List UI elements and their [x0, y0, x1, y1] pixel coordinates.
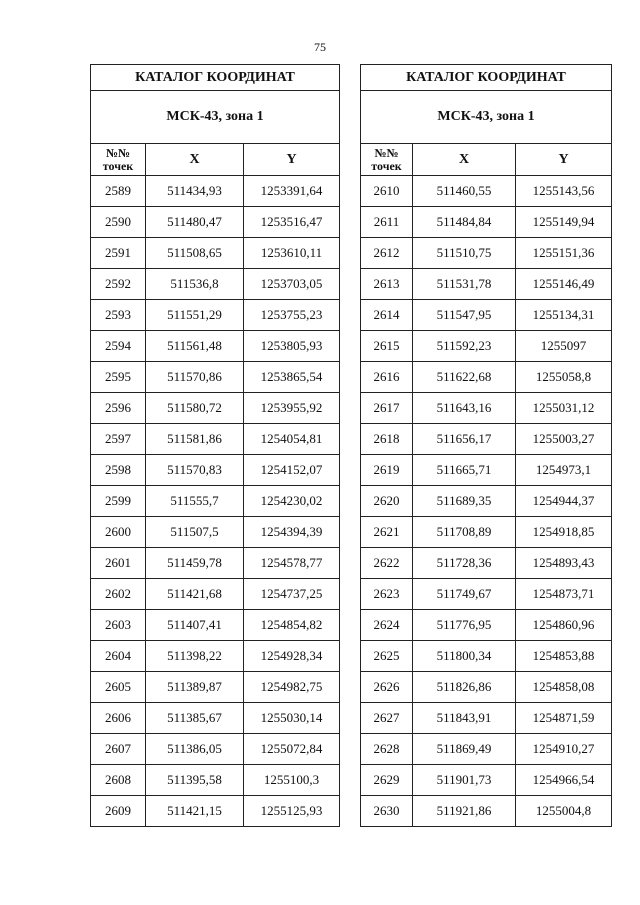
- point-number-cell: 2604: [91, 641, 146, 672]
- point-number-cell: 2589: [91, 176, 146, 207]
- y-coordinate-cell: 1254944,37: [516, 486, 612, 517]
- point-number-cell: 2624: [361, 610, 413, 641]
- x-coordinate-cell: 511389,87: [146, 672, 244, 703]
- x-coordinate-cell: 511398,22: [146, 641, 244, 672]
- catalog-subtitle: МСК-43, зона 1: [361, 91, 612, 144]
- table-row: [361, 734, 612, 765]
- y-coordinate-cell: 1253391,64: [244, 176, 340, 207]
- x-coordinate-cell: 511407,41: [146, 610, 244, 641]
- table-row: [361, 548, 612, 579]
- y-coordinate-cell: 1254854,82: [244, 610, 340, 641]
- table-row: [91, 765, 340, 796]
- table-row: [91, 207, 340, 238]
- x-coordinate-cell: 511580,72: [146, 393, 244, 424]
- point-number-cell: 2601: [91, 548, 146, 579]
- x-coordinate-cell: 511459,78: [146, 548, 244, 579]
- x-coordinate-cell: 511570,83: [146, 455, 244, 486]
- point-number-cell: 2597: [91, 424, 146, 455]
- x-coordinate-cell: 511508,65: [146, 238, 244, 269]
- y-coordinate-cell: 1254966,54: [516, 765, 612, 796]
- point-number-cell: 2629: [361, 765, 413, 796]
- point-number-cell: 2606: [91, 703, 146, 734]
- table-row: [91, 610, 340, 641]
- y-coordinate-cell: 1254918,85: [516, 517, 612, 548]
- x-coordinate-cell: 511708,89: [413, 517, 516, 548]
- point-number-cell: 2603: [91, 610, 146, 641]
- point-number-cell: 2617: [361, 393, 413, 424]
- x-coordinate-cell: 511510,75: [413, 238, 516, 269]
- table-row: [91, 424, 340, 455]
- point-number-cell: 2610: [361, 176, 413, 207]
- x-coordinate-cell: 511843,91: [413, 703, 516, 734]
- table-row: [361, 610, 612, 641]
- catalog-subtitle: МСК-43, зона 1: [91, 91, 340, 144]
- point-number-cell: 2607: [91, 734, 146, 765]
- table-row: [361, 796, 612, 827]
- point-number-cell: 2615: [361, 331, 413, 362]
- point-number-cell: 2618: [361, 424, 413, 455]
- table-row: [361, 579, 612, 610]
- x-coordinate-cell: 511689,35: [413, 486, 516, 517]
- table-row: [91, 641, 340, 672]
- x-coordinate-cell: 511386,05: [146, 734, 244, 765]
- table-row: [361, 393, 612, 424]
- point-number-cell: 2621: [361, 517, 413, 548]
- column-header-point-number: №№ точек: [361, 144, 413, 176]
- x-coordinate-cell: 511536,8: [146, 269, 244, 300]
- x-coordinate-cell: 511749,67: [413, 579, 516, 610]
- catalog-rows: [91, 176, 340, 827]
- point-number-cell: 2620: [361, 486, 413, 517]
- y-coordinate-cell: 1254054,81: [244, 424, 340, 455]
- column-header-y: Y: [244, 144, 340, 176]
- table-row: [91, 300, 340, 331]
- point-number-cell: 2608: [91, 765, 146, 796]
- table-row: [91, 362, 340, 393]
- x-coordinate-cell: 511728,36: [413, 548, 516, 579]
- y-coordinate-cell: 1254871,59: [516, 703, 612, 734]
- point-number-cell: 2626: [361, 672, 413, 703]
- y-coordinate-cell: 1254973,1: [516, 455, 612, 486]
- point-number-cell: 2598: [91, 455, 146, 486]
- table-row: [361, 300, 612, 331]
- table-row: [361, 238, 612, 269]
- point-number-cell: 2622: [361, 548, 413, 579]
- x-coordinate-cell: 511776,95: [413, 610, 516, 641]
- y-coordinate-cell: 1254152,07: [244, 455, 340, 486]
- y-coordinate-cell: 1254910,27: [516, 734, 612, 765]
- x-coordinate-cell: 511921,86: [413, 796, 516, 827]
- table-row: [361, 703, 612, 734]
- y-coordinate-cell: 1254928,34: [244, 641, 340, 672]
- point-number-cell: 2605: [91, 672, 146, 703]
- point-number-cell: 2619: [361, 455, 413, 486]
- y-coordinate-cell: 1254982,75: [244, 672, 340, 703]
- point-number-cell: 2630: [361, 796, 413, 827]
- point-number-cell: 2590: [91, 207, 146, 238]
- table-row: [361, 424, 612, 455]
- table-row: [91, 393, 340, 424]
- column-header-x: X: [413, 144, 516, 176]
- table-row: [91, 734, 340, 765]
- y-coordinate-cell: 1253610,11: [244, 238, 340, 269]
- x-coordinate-cell: 511800,34: [413, 641, 516, 672]
- y-coordinate-cell: 1255125,93: [244, 796, 340, 827]
- point-number-cell: 2594: [91, 331, 146, 362]
- point-number-cell: 2592: [91, 269, 146, 300]
- y-coordinate-cell: 1255031,12: [516, 393, 612, 424]
- x-coordinate-cell: 511395,58: [146, 765, 244, 796]
- point-number-cell: 2600: [91, 517, 146, 548]
- x-coordinate-cell: 511570,86: [146, 362, 244, 393]
- table-row: [91, 796, 340, 827]
- table-row: [91, 238, 340, 269]
- y-coordinate-cell: 1253955,92: [244, 393, 340, 424]
- x-coordinate-cell: 511555,7: [146, 486, 244, 517]
- table-row: [361, 362, 612, 393]
- y-coordinate-cell: 1254860,96: [516, 610, 612, 641]
- x-coordinate-cell: 511460,55: [413, 176, 516, 207]
- table-row: [91, 517, 340, 548]
- table-row: [91, 548, 340, 579]
- x-coordinate-cell: 511592,23: [413, 331, 516, 362]
- point-number-cell: 2614: [361, 300, 413, 331]
- y-coordinate-cell: 1253516,47: [244, 207, 340, 238]
- table-row: [361, 176, 612, 207]
- y-coordinate-cell: 1254853,88: [516, 641, 612, 672]
- y-coordinate-cell: 1254737,25: [244, 579, 340, 610]
- catalog-title: КАТАЛОГ КООРДИНАТ: [91, 65, 340, 91]
- x-coordinate-cell: 511421,68: [146, 579, 244, 610]
- table-row: [361, 517, 612, 548]
- coordinate-catalog-left: [90, 64, 340, 827]
- x-coordinate-cell: 511656,17: [413, 424, 516, 455]
- x-coordinate-cell: 511480,47: [146, 207, 244, 238]
- table-row: [91, 672, 340, 703]
- y-coordinate-cell: 1255143,56: [516, 176, 612, 207]
- table-row: [91, 269, 340, 300]
- x-coordinate-cell: 511643,16: [413, 393, 516, 424]
- point-number-cell: 2593: [91, 300, 146, 331]
- point-number-cell: 2599: [91, 486, 146, 517]
- x-coordinate-cell: 511622,68: [413, 362, 516, 393]
- point-number-cell: 2613: [361, 269, 413, 300]
- y-coordinate-cell: 1254873,71: [516, 579, 612, 610]
- y-coordinate-cell: 1255151,36: [516, 238, 612, 269]
- y-coordinate-cell: 1255030,14: [244, 703, 340, 734]
- coordinate-catalog-right: [360, 64, 612, 827]
- y-coordinate-cell: 1254858,08: [516, 672, 612, 703]
- point-number-cell: 2612: [361, 238, 413, 269]
- x-coordinate-cell: 511665,71: [413, 455, 516, 486]
- x-coordinate-cell: 511484,84: [413, 207, 516, 238]
- x-coordinate-cell: 511901,73: [413, 765, 516, 796]
- y-coordinate-cell: 1255058,8: [516, 362, 612, 393]
- x-coordinate-cell: 511869,49: [413, 734, 516, 765]
- table-row: [91, 579, 340, 610]
- table-row: [91, 176, 340, 207]
- y-coordinate-cell: 1254394,39: [244, 517, 340, 548]
- table-row: [361, 207, 612, 238]
- table-row: [361, 455, 612, 486]
- y-coordinate-cell: 1255100,3: [244, 765, 340, 796]
- y-coordinate-cell: 1255072,84: [244, 734, 340, 765]
- y-coordinate-cell: 1254578,77: [244, 548, 340, 579]
- y-coordinate-cell: 1255134,31: [516, 300, 612, 331]
- table-row: [91, 703, 340, 734]
- y-coordinate-cell: 1255003,27: [516, 424, 612, 455]
- point-number-cell: 2616: [361, 362, 413, 393]
- table-row: [361, 765, 612, 796]
- y-coordinate-cell: 1254893,43: [516, 548, 612, 579]
- column-header-x: X: [146, 144, 244, 176]
- x-coordinate-cell: 511385,67: [146, 703, 244, 734]
- table-row: [91, 455, 340, 486]
- x-coordinate-cell: 511434,93: [146, 176, 244, 207]
- y-coordinate-cell: 1253805,93: [244, 331, 340, 362]
- column-header-y: Y: [516, 144, 612, 176]
- point-number-cell: 2623: [361, 579, 413, 610]
- column-header-point-number: №№ точек: [91, 144, 146, 176]
- point-number-cell: 2628: [361, 734, 413, 765]
- point-number-cell: 2611: [361, 207, 413, 238]
- x-coordinate-cell: 511531,78: [413, 269, 516, 300]
- table-row: [361, 486, 612, 517]
- point-number-cell: 2595: [91, 362, 146, 393]
- table-row: [361, 641, 612, 672]
- point-number-cell: 2609: [91, 796, 146, 827]
- y-coordinate-cell: 1253755,23: [244, 300, 340, 331]
- y-coordinate-cell: 1255149,94: [516, 207, 612, 238]
- table-row: [361, 269, 612, 300]
- table-row: [91, 486, 340, 517]
- y-coordinate-cell: 1253865,54: [244, 362, 340, 393]
- point-number-cell: 2596: [91, 393, 146, 424]
- page-number: 75: [314, 40, 326, 54]
- y-coordinate-cell: 1253703,05: [244, 269, 340, 300]
- table-row: [361, 672, 612, 703]
- catalog-title: КАТАЛОГ КООРДИНАТ: [361, 65, 612, 91]
- point-number-cell: 2591: [91, 238, 146, 269]
- point-number-cell: 2625: [361, 641, 413, 672]
- table-row: [361, 331, 612, 362]
- x-coordinate-cell: 511547,95: [413, 300, 516, 331]
- y-coordinate-cell: 1255097: [516, 331, 612, 362]
- x-coordinate-cell: 511551,29: [146, 300, 244, 331]
- y-coordinate-cell: 1255004,8: [516, 796, 612, 827]
- x-coordinate-cell: 511581,86: [146, 424, 244, 455]
- x-coordinate-cell: 511561,48: [146, 331, 244, 362]
- x-coordinate-cell: 511421,15: [146, 796, 244, 827]
- point-number-cell: 2602: [91, 579, 146, 610]
- x-coordinate-cell: 511507,5: [146, 517, 244, 548]
- x-coordinate-cell: 511826,86: [413, 672, 516, 703]
- y-coordinate-cell: 1255146,49: [516, 269, 612, 300]
- point-number-cell: 2627: [361, 703, 413, 734]
- y-coordinate-cell: 1254230,02: [244, 486, 340, 517]
- table-row: [91, 331, 340, 362]
- catalog-rows: [361, 176, 612, 827]
